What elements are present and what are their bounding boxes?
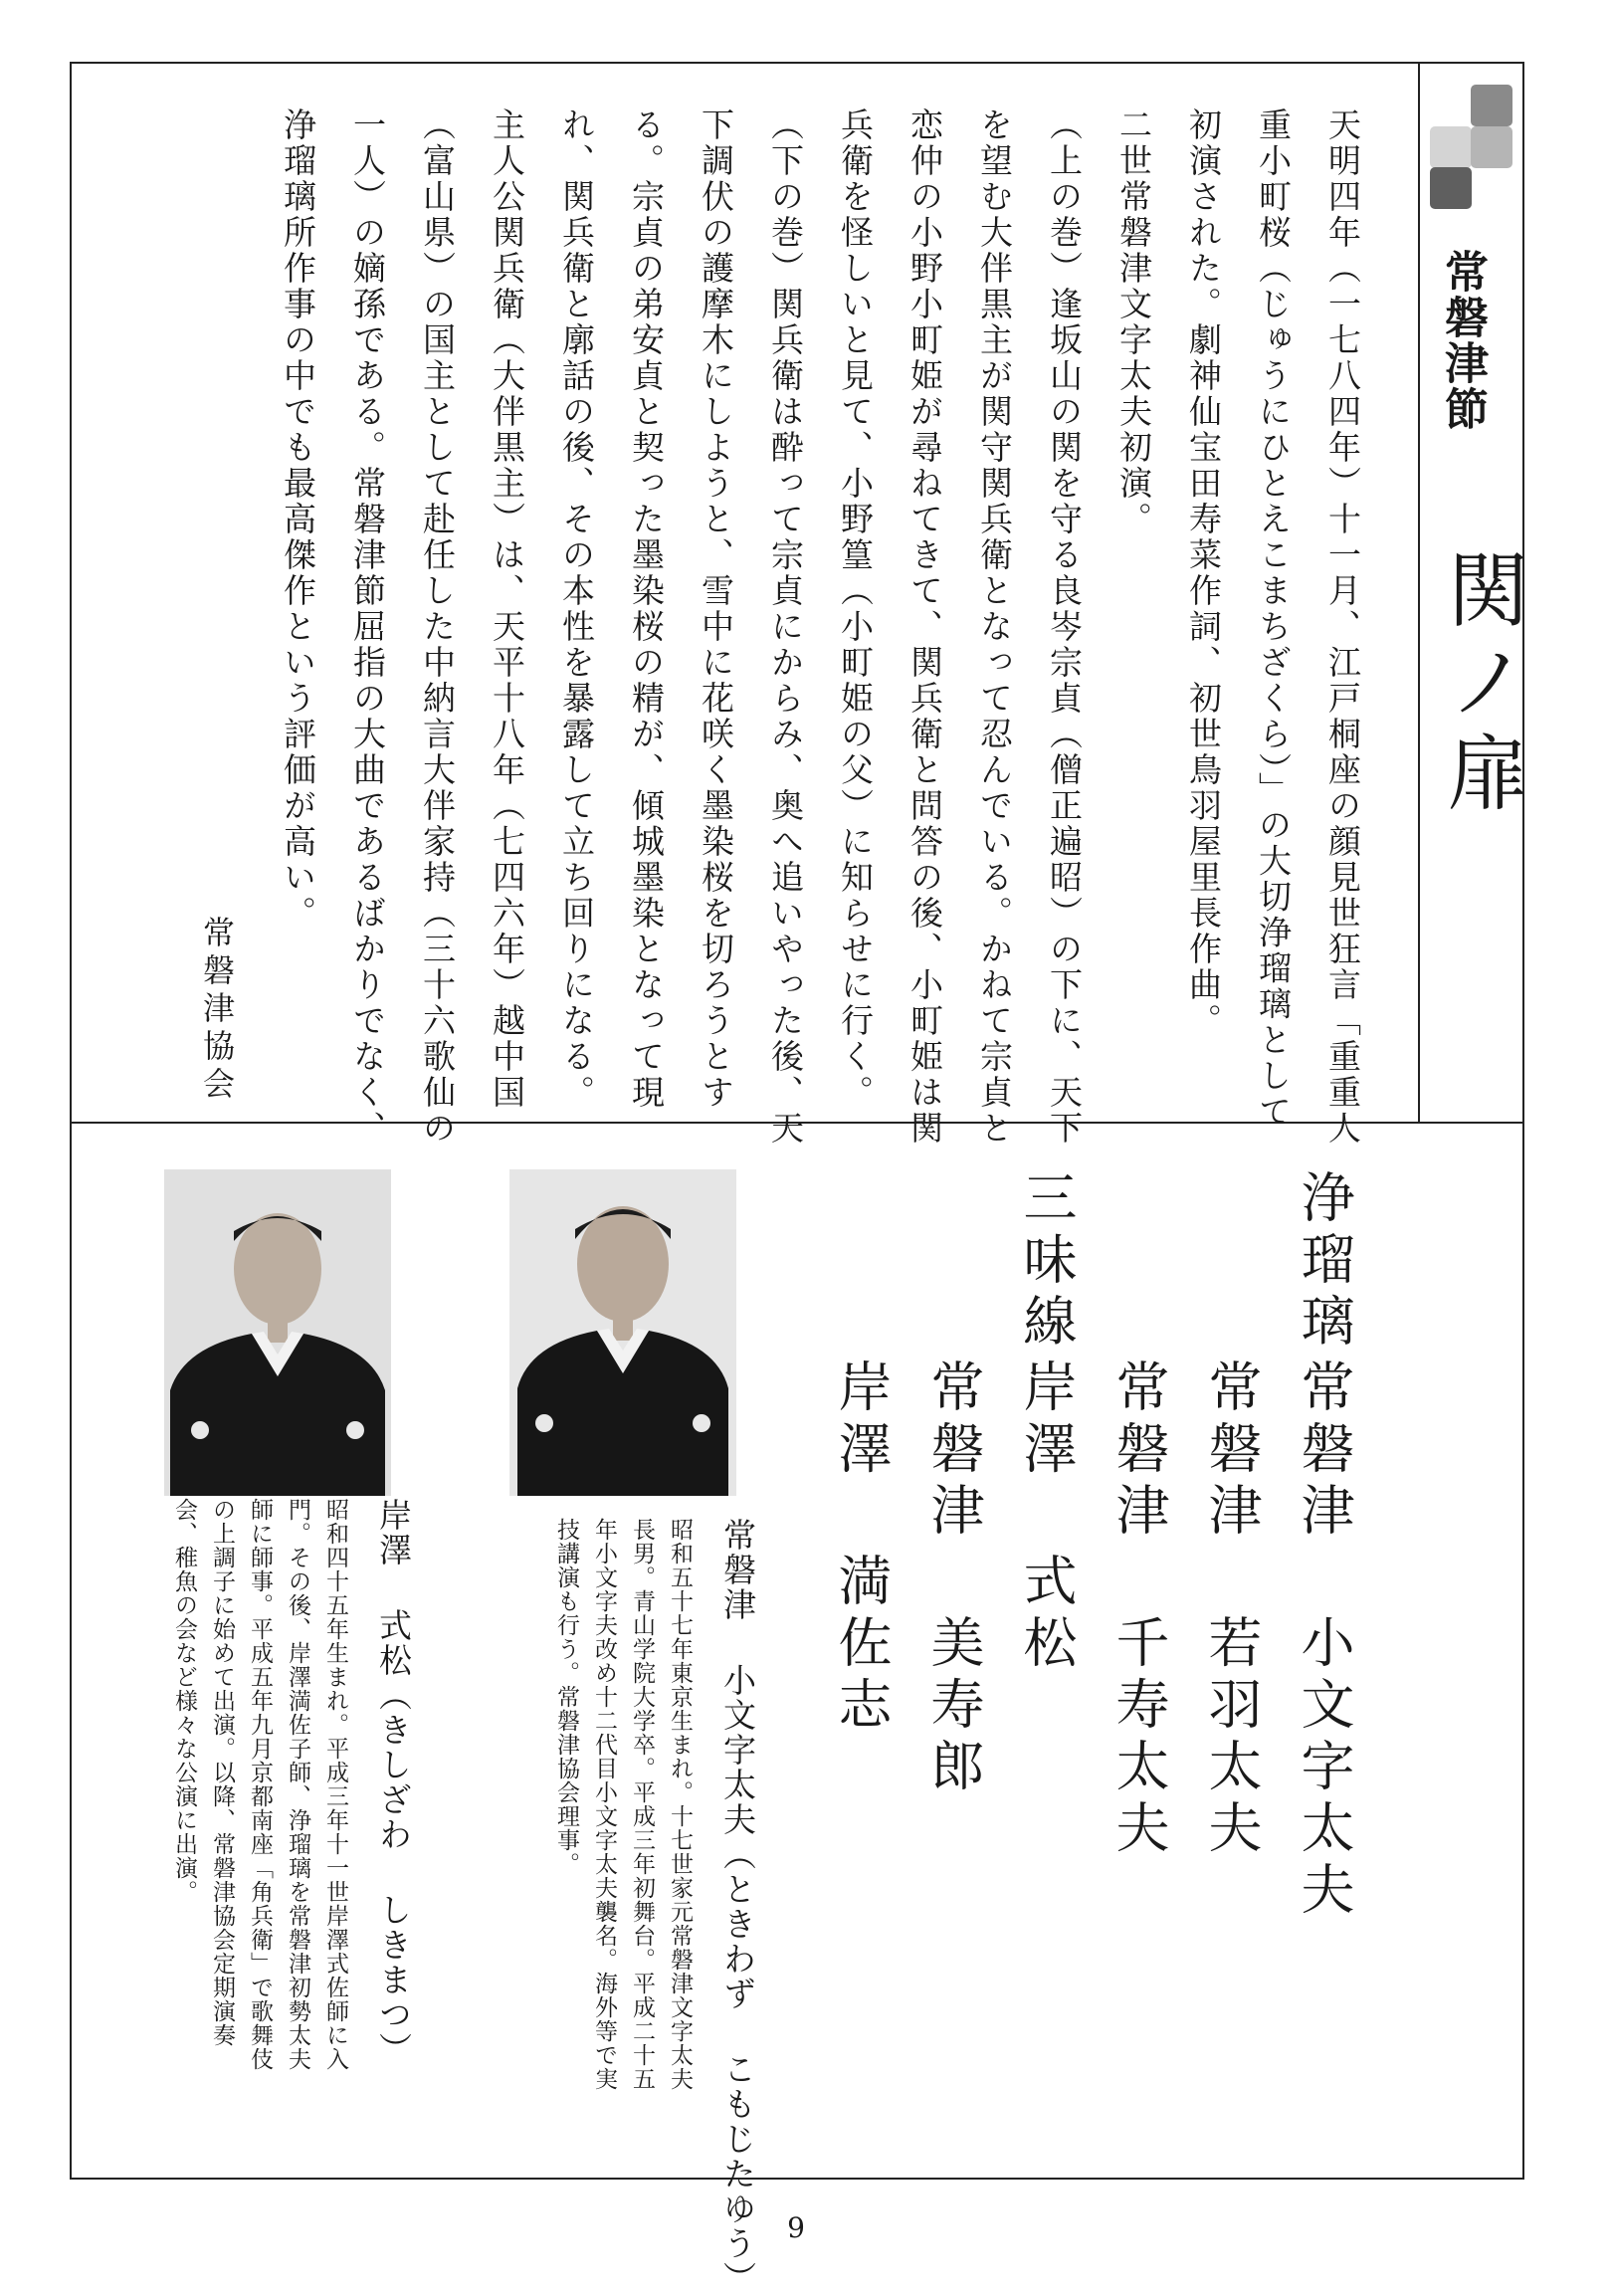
profile-name: 常磐津 小文字太夫（ときわず こもじたゆう） [718, 1518, 757, 2296]
header-divider [1418, 62, 1420, 1123]
performer-photo-shikimatsu [164, 1169, 391, 1496]
genre-label: 常磐津節 [1437, 249, 1488, 432]
synopsis-line: （富山県）の国主として赴任した中納言大伴家持（三十六歌仙の [418, 107, 457, 1147]
synopsis-line: （上の巻）逢坂山の関を守る良岑宗貞（僧正遍昭）の下に、天下 [1045, 107, 1084, 1147]
profile-bio-line: の上調子に始めて出演。以降、常磐津協会定期演奏 [209, 1498, 235, 2047]
synopsis-line: 主人公関兵衛（大伴黒主）は、天平十八年（七四六年）越中国 [488, 107, 526, 1111]
synopsis-line: （下の巻）関兵衛は酔って宗貞にからみ、奥へ追いやった後、天 [766, 107, 805, 1147]
synopsis-line: 天明四年（一七八四年）十一月、江戸桐座の顔見世狂言「重重人 [1323, 107, 1362, 1147]
synopsis-line: を望む大伴黒主が関守関兵衛となって忍んでいる。かねて宗貞と [975, 107, 1014, 1147]
profile-bio-line: 年小文字夫改め十二代目小文字太夫襲名。海外等で実 [591, 1518, 617, 2091]
page-number: 9 [787, 2211, 805, 2244]
profile-bio-line: 門。その後、岸澤満佐子師、浄瑠璃を常磐津初勢太夫 [285, 1498, 310, 2071]
profile-bio-line: 長男。青山学院大学卒。平成三年初舞台。平成二十五 [629, 1518, 655, 2091]
cast-joruri-label: 浄瑠璃 [1293, 1169, 1355, 1355]
synopsis-author: 常磐津協会 [198, 916, 236, 1105]
cast-shamisen-label: 三味線 [1015, 1169, 1078, 1355]
synopsis-line: 一人）の嫡孫である。常磐津節屈指の大曲であるばかりでなく、 [348, 107, 387, 1147]
synopsis-line: 浄瑠璃所作事の中でも最高傑作という評価が高い。 [279, 107, 317, 932]
cast-joruri-member: 常磐津 小文字太夫 [1293, 1358, 1355, 1923]
profile-name: 岸澤 式松（きしざわ しきまつ） [374, 1498, 413, 2067]
profile-bio-line: 昭和五十七年東京生まれ。十七世家元常磐津文字太夫 [667, 1518, 693, 2091]
cast-joruri-member: 常磐津 若羽太夫 [1200, 1358, 1263, 1861]
cast-shamisen-member: 岸澤 式松 [1015, 1358, 1078, 1676]
profile-bio-line: 技講演も行う。常磐津協会理事。 [553, 1518, 579, 1876]
performer-photo-kojidayu [509, 1169, 736, 1496]
cast-shamisen-member: 岸澤 満佐志 [830, 1358, 893, 1738]
synopsis-line: 二世常磐津文字太夫初演。 [1114, 107, 1153, 537]
synopsis-line: 初演された。劇神仙宝田寿菜作詞、初世鳥羽屋里長作曲。 [1184, 107, 1223, 1039]
synopsis-line: 下調伏の護摩木にしようと、雪中に花咲く墨染桜を切ろうとす [697, 107, 735, 1111]
synopsis-line: 兵衛を怪しいと見て、小野篁（小町姫の父）に知らせに行く。 [836, 107, 875, 1111]
cast-shamisen-member: 常磐津 美寿郎 [922, 1358, 985, 1799]
synopsis-line: る。宗貞の弟安貞と契った墨染桜の精が、傾城墨染となって現 [627, 107, 666, 1111]
cast-joruri-member: 常磐津 千寿太夫 [1108, 1358, 1170, 1861]
synopsis-line: 重小町桜（じゅうにひとえこまちざくら）」の大切浄瑠璃として [1254, 107, 1293, 1131]
synopsis-line: 恋仲の小野小町姫が尋ねてきて、関兵衛と問答の後、小町姫は関 [906, 107, 944, 1147]
synopsis-line: れ、関兵衛と廓話の後、その本性を暴露して立ち回りになる。 [557, 107, 596, 1111]
page-title: 関ノ扉 [1434, 547, 1528, 822]
profile-bio-line: 昭和四十五年生まれ。平成三年十一世岸澤式佐師に入 [322, 1498, 348, 2071]
profile-bio-line: 会、稚魚の会など様々な公演に出演。 [171, 1498, 197, 1904]
profile-bio-line: 師に師事。平成五年九月京都南座「角兵衛」で歌舞伎 [247, 1498, 273, 2071]
